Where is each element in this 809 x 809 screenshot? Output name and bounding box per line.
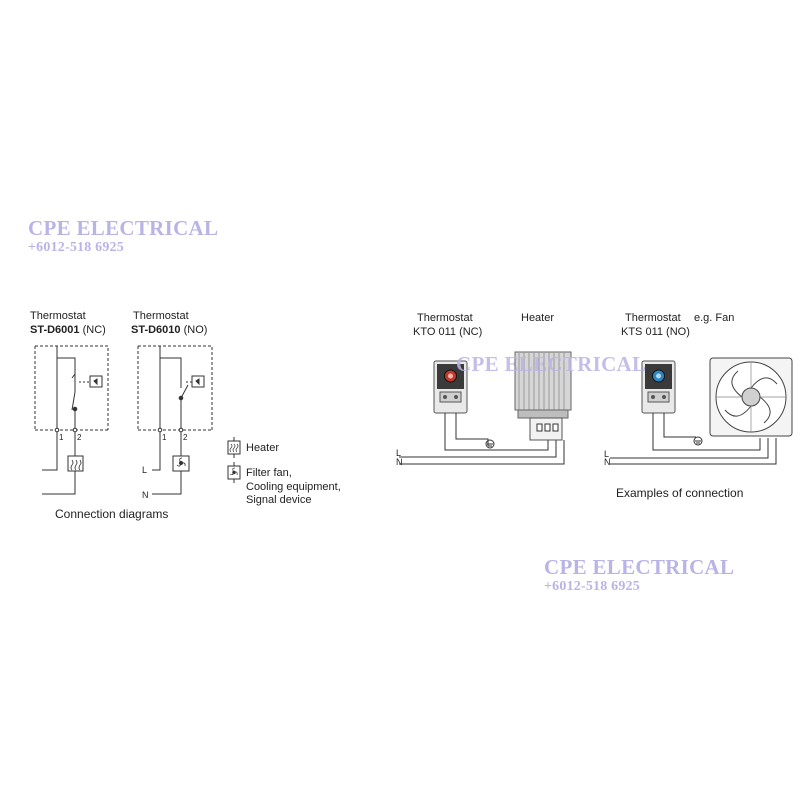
legend-symbols (228, 437, 240, 483)
no-line-label: L (142, 465, 148, 475)
legend-fan-line3: Signal device (246, 494, 312, 506)
heater-label: Heater (521, 312, 555, 324)
nc-contact-point (73, 407, 77, 411)
schematic-nc (35, 346, 108, 494)
thermostat-no-type: (NO) (183, 324, 208, 336)
nc-terminal-1-label: 1 (59, 433, 64, 442)
nc-terminal-2-label: 2 (77, 433, 82, 442)
thermostat-nc-type: (NC) (82, 324, 106, 336)
examples-caption: Examples of connection (616, 486, 744, 500)
legend-heater-label: Heater (246, 442, 280, 454)
watermark-phone: +6012-518 6925 (544, 579, 640, 594)
kto-line-label: L (396, 448, 402, 458)
thermostat-nc-label: Thermostat (30, 310, 86, 322)
kto-thermostat-label: Thermostat (417, 312, 473, 324)
watermark-title: CPE ELECTRICAL (28, 216, 219, 240)
watermark-title: CPE ELECTRICAL (544, 555, 735, 579)
no-terminal-1-label: 1 (162, 433, 167, 442)
no-neutral-label: N (142, 490, 149, 500)
schematic-no (138, 346, 212, 494)
thermostat-no-model: ST-D6010 (131, 324, 181, 336)
connection-diagrams-caption: Connection diagrams (55, 507, 169, 521)
thermostat-nc-model-line (30, 324, 106, 337)
thermostat-no-model-line (131, 324, 207, 337)
nc-enclosure-outline (35, 346, 108, 430)
no-terminal-2-label: 2 (183, 433, 188, 442)
kts-thermostat-label: Thermostat (625, 312, 681, 324)
kto-model-label: KTO 011 (NC) (413, 326, 483, 338)
kto-neutral-label: N (396, 457, 403, 467)
watermark-title: CPE ELECTRICAL (456, 352, 647, 376)
fan-label: e.g. Fan (694, 312, 735, 324)
legend-fan-line2: Cooling equipment, (246, 481, 341, 493)
kts-model-label: KTS 011 (NO) (621, 326, 690, 338)
kts-line-label: L (604, 449, 610, 459)
thermostat-nc-model: ST-D6001 (30, 324, 80, 336)
thermostat-no-label: Thermostat (133, 310, 189, 322)
kts-neutral-label: N (604, 457, 611, 467)
fan-device (710, 358, 792, 436)
legend-fan-line1: Filter fan, (246, 467, 292, 479)
watermark-phone: +6012-518 6925 (28, 240, 124, 255)
